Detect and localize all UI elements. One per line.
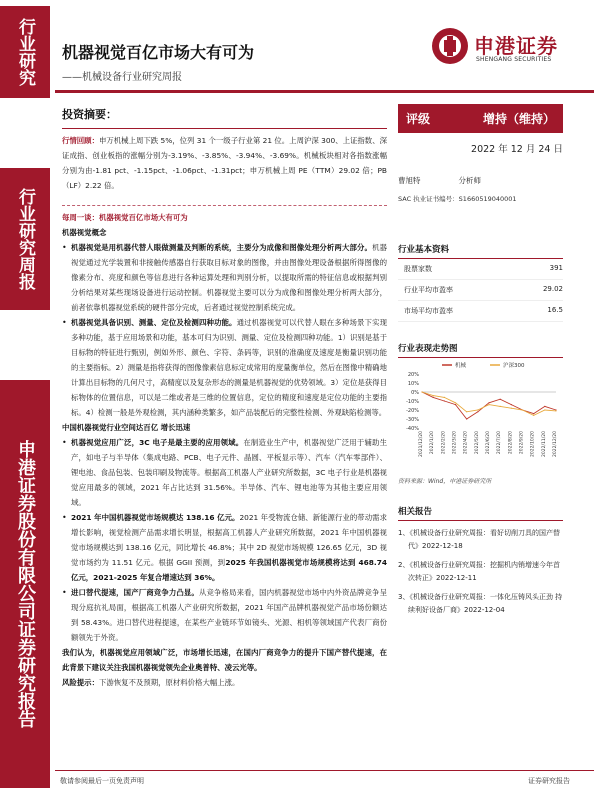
series-point [466, 411, 467, 412]
analyst-name: 曹旭特 [398, 176, 421, 185]
chart-heading: 行业表现走势图 [398, 342, 563, 358]
bullet-1 [62, 240, 387, 315]
sidebar-bottom-text: 申港证券股份有限公司证券研究报告 [15, 440, 36, 728]
sidebar-middle-label [0, 168, 50, 310]
review-paragraph [62, 133, 387, 193]
x-tick-label: 2022/5/20 [474, 431, 480, 455]
basics-row [398, 280, 563, 301]
basics-key: 市场平均市盈率 [404, 307, 453, 315]
header-divider [55, 90, 594, 93]
main-content [62, 100, 387, 690]
logo-cn-text: 申港证券 [474, 34, 558, 58]
concept-title: 机器视觉概念 [62, 228, 107, 237]
conclusion-text: 机器视觉应用领域广泛，市场增长迅速，在国内厂商竞争力的提升下国产替代提速，在此背景下建议关注我国机器视觉领先企业奥普特、凌云光等。 [62, 648, 387, 672]
related-item[interactable]: 3、《机械设备行业研究周报：一体化压铸风头正劲 持续利好设备厂商》2022-12-04 [398, 593, 563, 614]
sidebar-top-text: 行业研究 [15, 18, 35, 86]
x-tick-label: 2022/12/20 [553, 431, 558, 457]
report-title: 机器视觉百亿市场大有可为 [62, 43, 255, 62]
bullet-3-bold: 机器视觉应用广泛，3C 电子是最主要的应用领域。 [71, 438, 244, 447]
rating-bar [398, 104, 563, 133]
basics-value: 29.02 [542, 285, 563, 293]
weekly-heading [62, 210, 387, 225]
y-tick-label: -10% [406, 399, 419, 405]
weekly-title: 机器视觉百亿市场大有可为 [98, 213, 188, 222]
rating-label: 评级 [406, 112, 431, 126]
subsection-2-title: 中国机器视觉行业空间达百亿 增长迅速 [62, 423, 191, 432]
x-tick-label: 2022/7/20 [497, 431, 503, 455]
x-tick-label: 2021/12/20 [419, 431, 424, 457]
footer-divider [55, 770, 594, 771]
logo-mark-icon [430, 26, 470, 66]
analyst-role: 分析师 [458, 176, 481, 185]
sidebar-middle-text: 行业研究周报 [15, 188, 35, 290]
bullet-2-text: 通过机器视觉可以代替人眼在多种场景下实现多种功能，基于应用场景和功能，基本可归为识别、测量、定位及检测四种功能。1）识别是基于目标物的特征进行甄别，例如外形、颜色、字符、条码等，识别的准确度及速度是衡量识别功能的主要指标。2）测量是指将获得的图像像素信息标定成常用的度量衡单位，然后在图像中精确地计算出目标物的几何尺寸，高精度以及复杂形态的测量是机器视觉的优势领域。3）定位是获得目标物体的位置信息，可以是二维或者是三维的位置信息，定位的精度和速度是定位功能的主要指标。4）检测一般是外观检测，其内涵种类繁多，如产品装配后的完整性检测、外观缺陷检测等。 [71, 318, 387, 417]
legend-label: 机械 [455, 363, 467, 369]
basics-value: 391 [549, 264, 563, 272]
side-panel [398, 100, 563, 617]
bullet-3-text: 在制造业生产中，机器视觉广泛用于辅助生产，如电子与半导体（集成电路、PCB、电子元件、晶圆、平板显示等）、汽车（汽车零部件）、锂电池、食品包装、包装印刷及物流等。根据高工机器人产业研究所数据，3C 电子行业是机器视觉应用最多的领域，2021 年占比达到 31.56%。半导体、汽车、锂电池等为其他主要应用领域。 [71, 438, 387, 507]
review-label: 行情回顾： [62, 136, 99, 145]
section-divider [62, 205, 387, 206]
report-date: 2022 年 12 月 24 日 [471, 144, 563, 155]
legend-label: 沪深300 [503, 363, 525, 369]
bullet-4-bold2: 2025 年我国机器视觉市场规模将达到 468.74 亿元，2021-2025 年复合增速达到 36%。 [71, 558, 387, 582]
series-point [500, 399, 501, 400]
y-tick-label: -40% [406, 426, 419, 432]
series-line-0 [422, 392, 556, 419]
bullet-4-text: 2021 年受物流仓储、新能源行业的带动需求增长影响，视觉检测产品需求增长明显，根据高工机器人产业研究所数据，2021 年中国机器视觉市场规模达到 138.16 亿元，同比增长 46.8%；其中 2D 视觉市场规模 126.65 亿元，3D 视觉市场约为 11.51 亿元。根据 GGII 预测，到 [71, 513, 387, 567]
x-tick-label: 2022/10/20 [530, 431, 536, 457]
basics-heading: 行业基本资料 [398, 243, 563, 259]
series-point [488, 402, 489, 403]
x-tick-label: 2022/3/20 [452, 431, 458, 455]
risk-label: 风险提示： [62, 678, 99, 687]
series-point [488, 404, 489, 405]
series-point [455, 402, 456, 403]
review-text: 申万机械上周下跌 5%，位列 31 个一级子行业第 21 位。上周沪深 300、上证指数、深证成指、创业板指的涨幅分别为-3.19%、-3.85%、-3.94%、-3.69%。机械板块相对各指数涨幅分别为由-1.81 pct、-1.15pct、-1.06pct、-1.31pct；申万机械上周 PE（TTM）29.02 倍；PB（LF）2.22 倍。 [62, 136, 387, 190]
conclusion [62, 645, 387, 675]
bullet-5-bold: 进口替代提速，国产厂商竞争力凸显。 [71, 588, 199, 597]
x-tick-label: 2022/1/20 [430, 431, 436, 455]
bullet-3 [62, 435, 387, 510]
risk-text: 下游恢复不及预期，原材料价格大幅上涨。 [98, 678, 240, 687]
logo-en-text: SHENGANG SECURITIES [476, 56, 552, 63]
series-point [500, 406, 501, 407]
series-point [477, 409, 478, 410]
x-tick-label: 2022/8/20 [508, 431, 514, 455]
basics-key: 股票家数 [404, 265, 432, 273]
bullet-2 [62, 315, 387, 420]
series-point [477, 411, 478, 412]
series-point [544, 409, 545, 410]
series-point [421, 391, 422, 392]
bullet-4-bold: 2021 年中国机器视觉市场规模达 138.16 亿元。 [71, 513, 240, 522]
bullet-4 [62, 510, 387, 585]
basics-key: 行业平均市盈率 [404, 286, 453, 294]
footer-label: 证券研究报告 [528, 777, 570, 785]
y-tick-label: 20% [407, 372, 419, 378]
series-point [455, 404, 456, 405]
company-logo [430, 26, 600, 76]
series-point [522, 409, 523, 410]
risk-notice [62, 675, 387, 690]
y-tick-label: 0% [411, 390, 419, 396]
basics-row [398, 259, 563, 280]
chart-source: 资料来源：Wind，申港证券研究所 [398, 478, 492, 485]
weekly-label: 每周一谈： [62, 213, 99, 222]
conclusion-label: 我们认为， [62, 648, 100, 657]
analyst-info [398, 175, 563, 186]
rating-value: 增持（维持） [482, 112, 555, 126]
x-tick-label: 2022/9/20 [519, 431, 525, 455]
series-point [511, 408, 512, 409]
analyst-sac: SAC 执业证书编号：S1660519040001 [398, 195, 517, 203]
summary-heading: 投资摘要： [62, 100, 387, 129]
basics-row [398, 301, 563, 322]
bullet-5 [62, 585, 387, 645]
bullet-2-bold: 机器视觉具备识别、测量、定位及检测四种功能。 [71, 318, 237, 327]
x-tick-label: 2022/4/20 [463, 431, 469, 455]
series-point [433, 395, 434, 396]
series-point [444, 400, 445, 401]
bullet-1-bold: 机器视觉是用机器代替人眼做测量及判断的系统，主要分为成像和图像处理分析两大部分。 [71, 243, 373, 252]
series-point [466, 418, 467, 419]
related-heading: 相关报告 [398, 505, 563, 521]
x-tick-label: 2022/11/20 [541, 431, 547, 457]
bullet-5-text: 从竞争格局来看，国内机器视觉市场中内外资品牌竞争呈现分庭抗礼局面，根据高工机器人产业研究所数据，2021 年国产品牌机器视觉产品市场份额达到 58.43%。进口替代进程提速，在某些产业链环节如镜头、光源、相机等领域国产代表厂商份额领先于外资。 [71, 588, 387, 642]
y-tick-label: -20% [406, 408, 419, 414]
x-tick-label: 2022/2/20 [441, 431, 447, 455]
report-subtitle: ——机械设备行业研究周报 [62, 72, 182, 83]
series-point [433, 397, 434, 398]
related-item[interactable]: 2、《机械设备行业研究周报：挖掘机内销增速今年首次转正》2022-12-11 [398, 561, 560, 582]
sidebar-bottom-label [0, 380, 50, 788]
y-tick-label: 10% [407, 381, 419, 387]
y-tick-label: -30% [406, 417, 419, 423]
x-tick-label: 2022/6/20 [486, 431, 491, 455]
series-point [533, 415, 534, 416]
footer-disclaimer[interactable]: 敬请参阅最后一页免责声明 [60, 777, 144, 785]
series-point [444, 397, 445, 398]
related-item[interactable]: 1、《机械设备行业研究周报：看好切削刀具的国产替代》2022-12-18 [398, 529, 560, 550]
bullet-1-text: 机器视觉通过光学装置和非接触传感器自行获取目标对象的图像，并由图像处理设备根据所得图像的像素分布、亮度和颜色等信息进行各种运算处理和判别分析，以提取所需的特征信息或根据判别分析结果对某些现场设备进行运动控制。机器视觉主要可以分为成像和图像处理分析两大部分，前者依靠机器视觉系统的硬件部分完成，后者通过视觉控制系统完成。 [71, 243, 387, 312]
sidebar-top-label [0, 6, 50, 98]
series-point [544, 406, 545, 407]
performance-chart [398, 358, 563, 468]
basics-value: 16.5 [547, 306, 563, 314]
series-point [555, 410, 556, 411]
series-point [511, 404, 512, 405]
series-point [533, 413, 534, 414]
